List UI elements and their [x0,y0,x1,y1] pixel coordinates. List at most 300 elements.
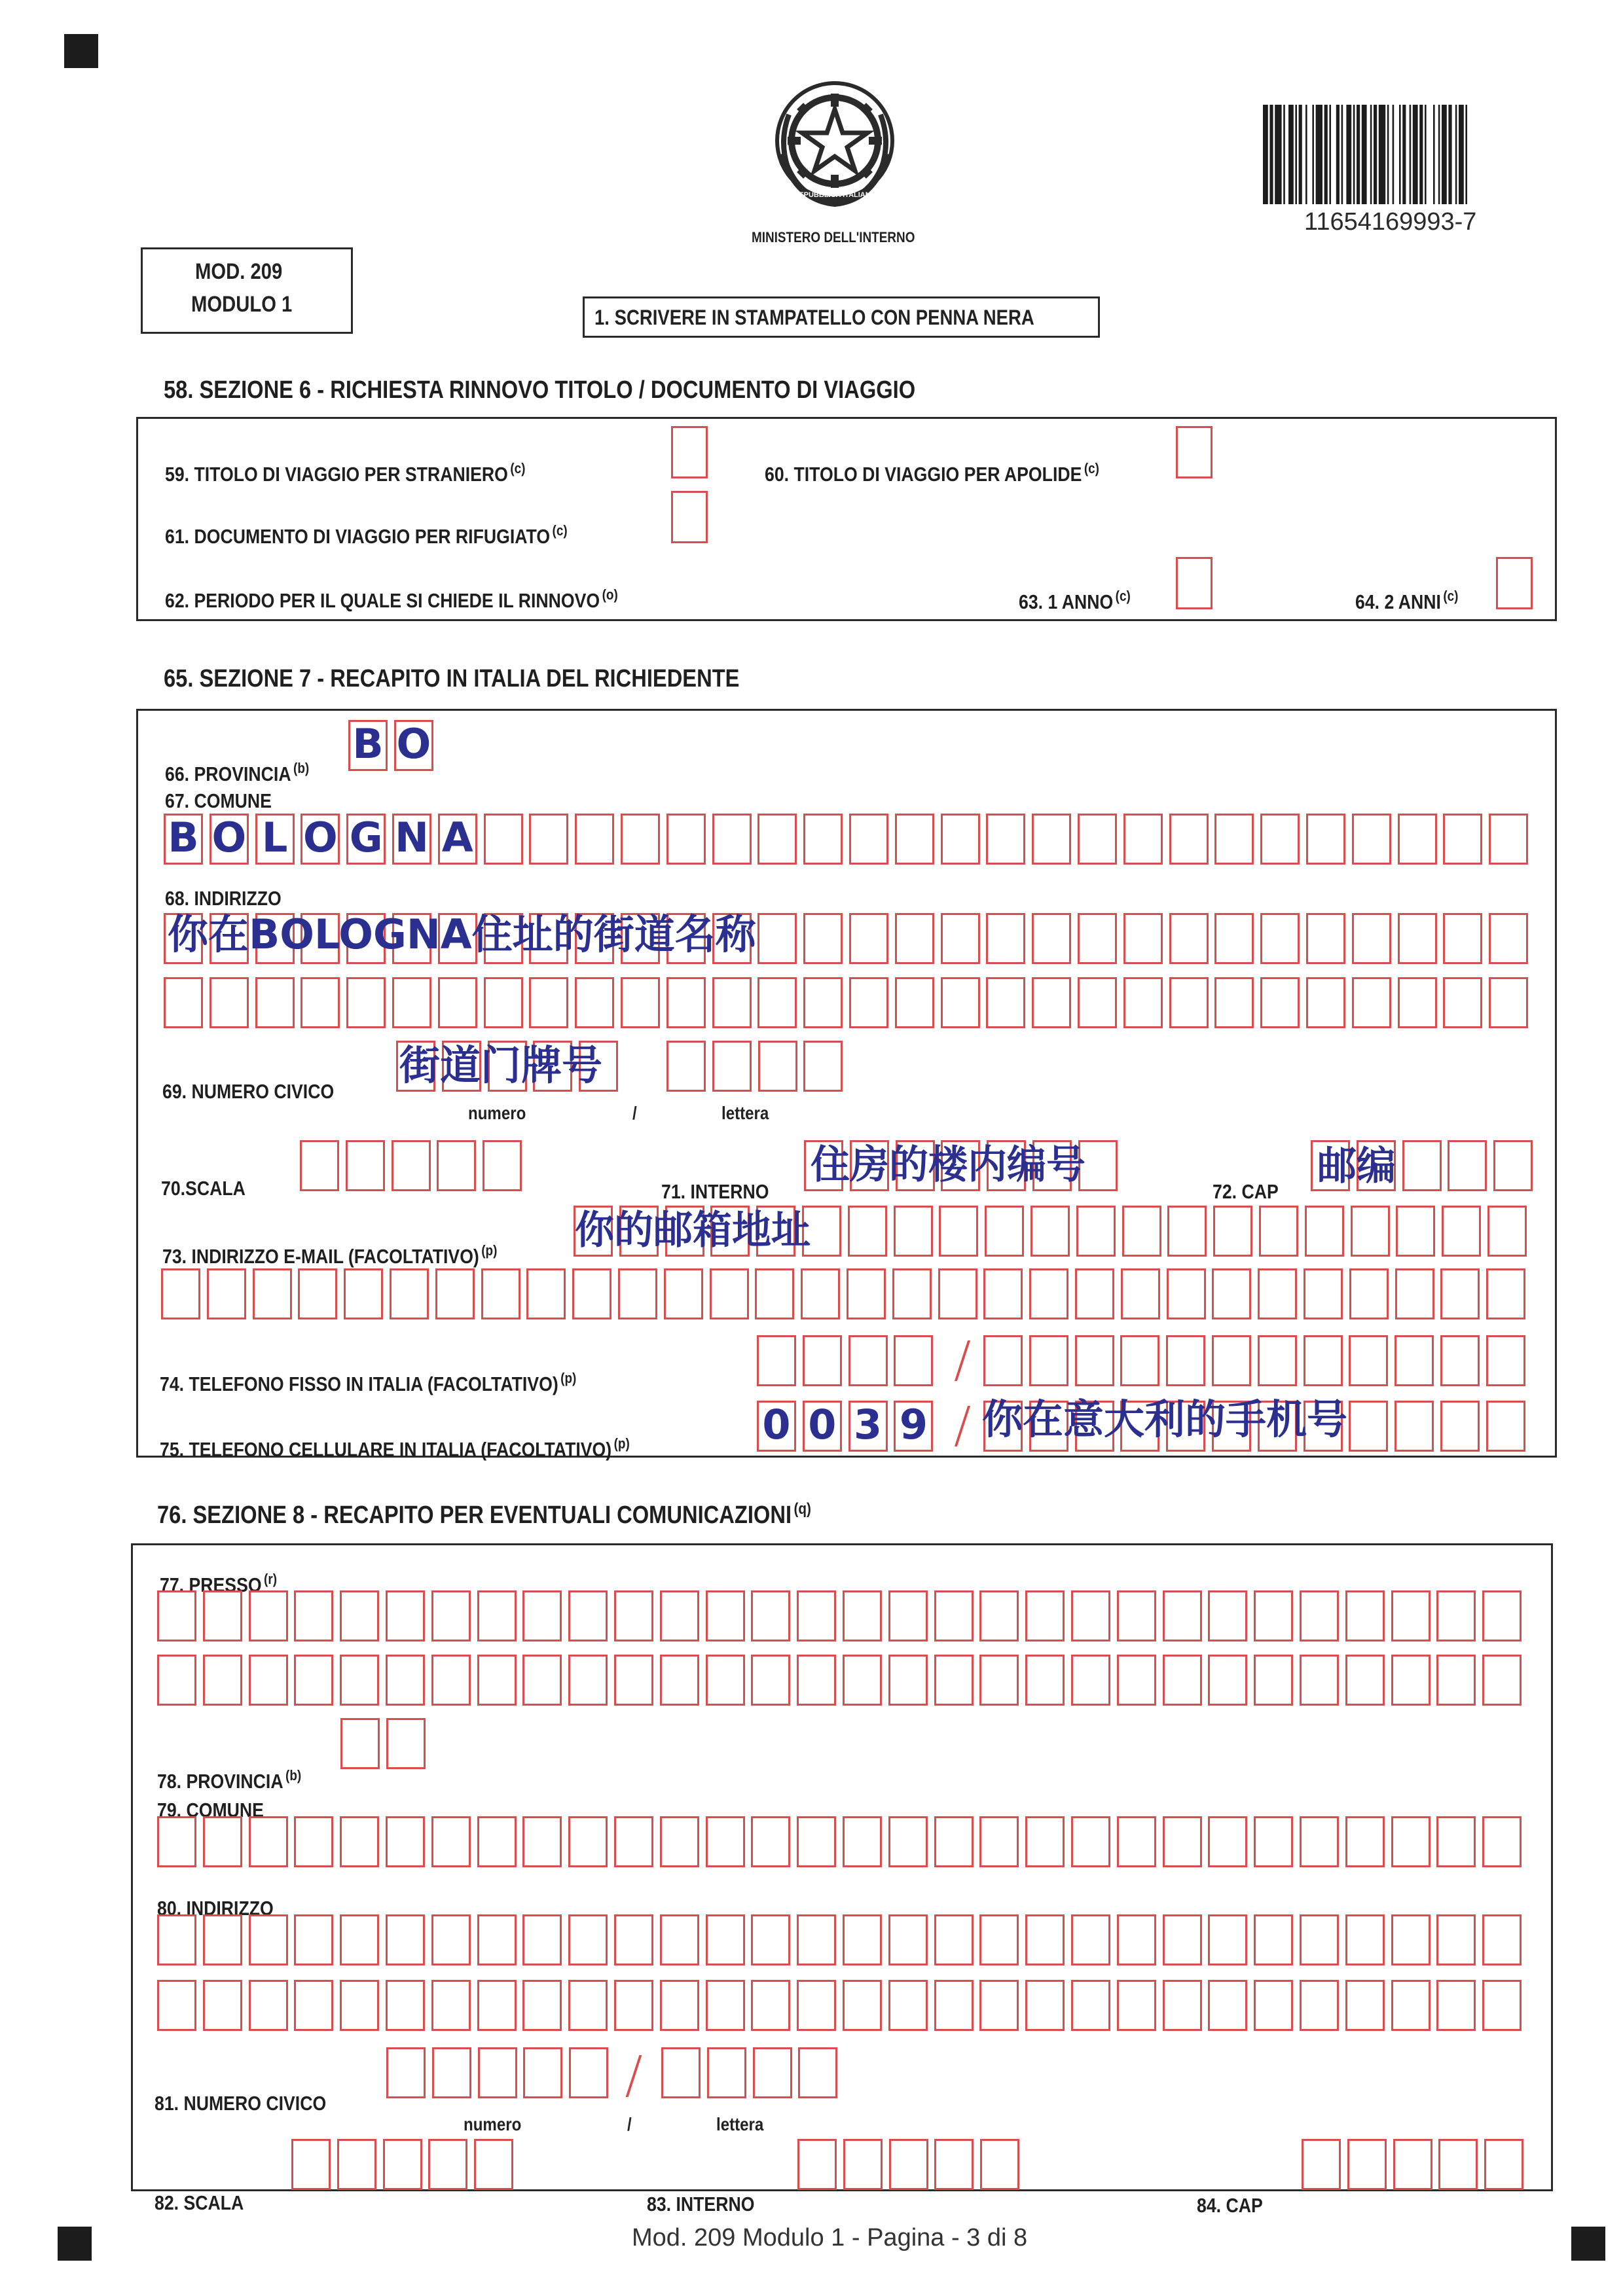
char-cell[interactable] [712,1041,752,1092]
char-cell[interactable] [390,1268,429,1319]
char-cell[interactable] [712,977,752,1028]
char-cell[interactable] [575,977,614,1028]
char-cell[interactable] [843,1914,882,1965]
char-cell[interactable] [1482,1590,1522,1641]
char-cell[interactable] [484,977,523,1028]
char-cell[interactable] [803,913,843,964]
char-cell[interactable] [1254,1914,1293,1965]
char-cell[interactable] [1395,1268,1434,1319]
char-cell[interactable] [848,1206,887,1257]
char-cell[interactable] [1208,1655,1247,1706]
char-cell[interactable] [157,1914,196,1965]
char-cell[interactable] [660,1590,699,1641]
char-cell[interactable] [751,1980,790,2031]
char-cell[interactable] [1302,2139,1341,2190]
char-cell[interactable] [1396,1206,1435,1257]
char-cell[interactable] [1254,1816,1293,1867]
char-cell[interactable] [1436,1914,1476,1965]
char-cell[interactable] [1482,1655,1522,1706]
char-cell[interactable] [431,1914,471,1965]
char-cell[interactable] [1259,1206,1298,1257]
char-cell[interactable] [301,977,340,1028]
char-cell[interactable] [803,814,843,865]
char-cell[interactable] [157,1980,196,2031]
char-cell[interactable] [1029,1268,1068,1319]
char-cell[interactable] [614,1590,653,1641]
char-cell[interactable] [1486,1401,1525,1452]
char-cell[interactable] [1493,1140,1533,1191]
char-cell[interactable] [757,814,797,865]
char-cell[interactable] [1071,1980,1110,2031]
char-cell[interactable] [1254,1590,1293,1641]
char-cell[interactable] [1436,1590,1476,1641]
char-cell[interactable] [934,1914,974,1965]
char-cell[interactable] [249,1914,288,1965]
char-cell[interactable] [568,1590,608,1641]
char-cell[interactable] [1214,977,1254,1028]
char-cell[interactable] [797,1980,836,2031]
char-cell[interactable] [843,1655,882,1706]
char-cell[interactable] [294,1655,333,1706]
char-cell[interactable] [1398,977,1437,1028]
char-cell[interactable] [392,977,431,1028]
char-cell[interactable] [888,1816,928,1867]
char-cell[interactable] [614,1816,653,1867]
char-cell[interactable] [300,1140,339,1191]
char-cell[interactable] [526,1268,566,1319]
char-cell[interactable] [1391,1914,1431,1965]
char-cell[interactable] [1300,1590,1339,1641]
char-cell[interactable] [477,1590,517,1641]
char-cell[interactable] [1436,1655,1476,1706]
char-cell[interactable] [979,1980,1019,2031]
char-cell[interactable] [157,1655,196,1706]
char-cell[interactable] [1306,977,1345,1028]
char-cell[interactable] [432,2047,471,2098]
char-cell[interactable] [1345,1590,1385,1641]
char-cell[interactable] [1071,1914,1110,1965]
char-cell[interactable] [888,1914,928,1965]
char-cell[interactable] [1442,1206,1481,1257]
char-cell[interactable] [803,977,843,1028]
char-cell[interactable] [751,1655,790,1706]
char-cell[interactable] [1169,977,1209,1028]
char-cell[interactable] [294,1914,333,1965]
char-cell[interactable] [983,1335,1023,1386]
char-cell[interactable] [203,1655,242,1706]
char-cell[interactable] [249,1590,288,1641]
char-cell[interactable] [797,1816,836,1867]
char-cell[interactable] [203,1980,242,2031]
char-cell[interactable] [1304,1335,1343,1386]
char-cell[interactable] [1025,1655,1065,1706]
char-cell[interactable] [1123,977,1163,1028]
char-cell[interactable] [1075,1268,1114,1319]
char-cell[interactable] [249,1980,288,2031]
char-cell[interactable] [1260,814,1300,865]
char-cell[interactable] [1254,1655,1293,1706]
char-cell[interactable] [1030,1206,1070,1257]
char-cell[interactable] [889,2139,928,2190]
char-cell[interactable] [1486,1335,1525,1386]
char-cell[interactable] [1071,1655,1110,1706]
char-cell[interactable] [1121,1268,1160,1319]
char-cell[interactable] [1440,1268,1480,1319]
char-cell[interactable] [797,1914,836,1965]
char-cell[interactable] [249,1655,288,1706]
char-cell[interactable] [203,1914,242,1965]
char-cell[interactable] [568,1655,608,1706]
char-cell[interactable] [340,1590,379,1641]
char-cell[interactable] [1166,1335,1205,1386]
char-cell[interactable] [614,1980,653,2031]
char-cell[interactable] [1117,1980,1156,2031]
char-cell[interactable] [1260,913,1300,964]
char-cell[interactable] [1032,814,1071,865]
char-cell[interactable] [161,1268,200,1319]
char-cell[interactable] [980,2139,1019,2190]
char-cell[interactable] [1025,1590,1065,1641]
char-cell[interactable] [895,814,934,865]
char-cell[interactable] [1258,1268,1297,1319]
char-cell[interactable] [483,1140,522,1191]
char-cell[interactable] [847,1268,886,1319]
char-cell[interactable] [522,1980,562,2031]
char-cell[interactable] [1071,1590,1110,1641]
char-cell[interactable] [1486,1268,1525,1319]
char-cell[interactable] [1300,1914,1339,1965]
char-cell[interactable] [1443,814,1482,865]
char-cell[interactable] [575,814,614,865]
char-cell[interactable] [1032,913,1071,964]
char-cell[interactable] [888,1590,928,1641]
char-cell[interactable] [164,977,203,1028]
char-cell[interactable] [758,1041,797,1092]
char-cell[interactable] [621,814,660,865]
char-cell[interactable] [386,1816,425,1867]
char-cell[interactable] [1076,1206,1116,1257]
char-cell[interactable] [386,1655,425,1706]
char-cell[interactable] [1117,1655,1156,1706]
char-cell[interactable] [934,1590,974,1641]
char-cell[interactable] [1071,1816,1110,1867]
char-cell[interactable] [660,1914,699,1965]
char-cell[interactable] [706,1980,745,2031]
char-cell[interactable] [529,814,568,865]
char-cell[interactable] [298,1268,337,1319]
char-cell[interactable] [1436,1816,1476,1867]
char-cell[interactable] [1254,1980,1293,2031]
char-cell[interactable] [431,1655,471,1706]
char-cell[interactable] [477,1914,517,1965]
char-cell[interactable] [894,1335,933,1386]
char-cell[interactable] [1306,913,1345,964]
char-cell[interactable] [1167,1268,1206,1319]
char-cell[interactable] [1484,2139,1523,2190]
char-cell[interactable] [985,1206,1024,1257]
char-cell[interactable] [1212,1268,1251,1319]
char-cell[interactable] [979,1914,1019,1965]
char-cell[interactable] [1258,1335,1297,1386]
char-cell[interactable] [757,1335,796,1386]
char-cell[interactable] [1482,1816,1522,1867]
char-cell[interactable] [1349,1268,1389,1319]
char-cell[interactable] [706,1914,745,1965]
char-cell[interactable] [1345,1914,1385,1965]
char-cell[interactable] [1398,814,1437,865]
char-cell[interactable] [934,1816,974,1867]
char-cell[interactable] [477,1816,517,1867]
char-cell[interactable] [1489,977,1528,1028]
char-cell[interactable] [712,814,752,865]
char-cell[interactable] [337,2139,376,2190]
char-cell[interactable] [484,814,523,865]
char-cell[interactable] [618,1268,657,1319]
char-cell[interactable] [941,977,980,1028]
char-cell[interactable] [710,1268,749,1319]
char-cell[interactable] [1391,1980,1431,2031]
char-cell[interactable] [386,1914,425,1965]
char-cell[interactable] [843,2139,883,2190]
char-cell[interactable] [249,1816,288,1867]
char-cell[interactable] [1349,1335,1388,1386]
char-cell[interactable] [1300,1816,1339,1867]
char-cell[interactable] [1349,1401,1388,1452]
char-cell[interactable] [203,1816,242,1867]
char-cell[interactable] [340,1980,379,2031]
char-cell[interactable] [939,1206,978,1257]
char-cell[interactable] [207,1268,246,1319]
char-cell[interactable] [751,1590,790,1641]
char-cell[interactable] [157,1816,196,1867]
char-cell[interactable] [1169,814,1209,865]
char-cell[interactable] [1305,1206,1344,1257]
char-cell[interactable] [1391,1816,1431,1867]
char-cell[interactable] [1163,1914,1202,1965]
char-cell[interactable] [383,2139,422,2190]
char-cell[interactable] [979,1590,1019,1641]
char-cell[interactable] [523,2047,562,2098]
char-cell[interactable] [755,1268,794,1319]
char-cell[interactable] [1402,1140,1442,1191]
char-cell[interactable] [1443,913,1482,964]
f64-checkbox[interactable] [1496,557,1533,609]
char-cell[interactable] [477,1655,517,1706]
char-cell[interactable] [1395,1335,1434,1386]
char-cell[interactable] [1260,977,1300,1028]
char-cell[interactable] [346,977,386,1028]
char-cell[interactable] [386,1980,425,2031]
char-cell[interactable] [979,1816,1019,1867]
char-cell[interactable] [1163,1655,1202,1706]
char-cell[interactable] [1393,2139,1432,2190]
char-cell[interactable] [522,1590,562,1641]
char-cell[interactable] [894,1206,933,1257]
char-cell[interactable] [803,1335,842,1386]
f60-checkbox[interactable] [1176,426,1213,478]
char-cell[interactable] [1075,1335,1114,1386]
char-cell[interactable] [666,814,706,865]
char-cell[interactable] [1212,1335,1251,1386]
char-cell[interactable] [661,2047,701,2098]
char-cell[interactable] [1436,1980,1476,2031]
f61-checkbox[interactable] [671,491,708,543]
char-cell[interactable] [522,1655,562,1706]
char-cell[interactable] [435,1268,475,1319]
char-cell[interactable] [666,1041,706,1092]
char-cell[interactable] [986,814,1025,865]
char-cell[interactable] [1448,1140,1487,1191]
char-cell[interactable] [1440,1335,1480,1386]
char-cell[interactable] [1489,913,1528,964]
char-cell[interactable] [474,2139,513,2190]
char-cell[interactable] [1300,1980,1339,2031]
char-cell[interactable] [386,2047,426,2098]
char-cell[interactable] [797,1655,836,1706]
char-cell[interactable] [1345,1980,1385,2031]
char-cell[interactable] [706,1655,745,1706]
char-cell[interactable] [849,913,888,964]
char-cell[interactable] [1123,913,1163,964]
char-cell[interactable] [666,977,706,1028]
char-cell[interactable] [568,1816,608,1867]
char-cell[interactable] [255,977,295,1028]
f59-checkbox[interactable] [671,426,708,478]
char-cell[interactable] [344,1268,383,1319]
char-cell[interactable] [1123,814,1163,865]
char-cell[interactable] [753,2047,792,2098]
char-cell[interactable] [340,1914,379,1965]
char-cell[interactable] [1163,1980,1202,2031]
char-cell[interactable] [1345,1816,1385,1867]
char-cell[interactable] [1345,1655,1385,1706]
char-cell[interactable] [1352,814,1391,865]
char-cell[interactable] [291,2139,331,2190]
char-cell[interactable] [801,1268,840,1319]
char-cell[interactable] [843,1980,882,2031]
char-cell[interactable] [1391,1590,1431,1641]
char-cell[interactable] [437,1140,476,1191]
char-cell[interactable] [757,913,797,964]
char-cell[interactable] [1208,1590,1247,1641]
char-cell[interactable] [1443,977,1482,1028]
char-cell[interactable] [1163,1816,1202,1867]
char-cell[interactable] [1438,2139,1478,2190]
char-cell[interactable] [1117,1816,1156,1867]
char-cell[interactable] [621,977,660,1028]
char-cell[interactable] [1395,1401,1434,1452]
char-cell[interactable] [1120,1335,1159,1386]
char-cell[interactable] [1208,1980,1247,2031]
char-cell[interactable] [1398,913,1437,964]
char-cell[interactable] [1352,913,1391,964]
char-cell[interactable] [707,2047,746,2098]
char-cell[interactable] [572,1268,611,1319]
char-cell[interactable] [660,1980,699,2031]
char-cell[interactable] [934,1655,974,1706]
char-cell[interactable] [1025,1816,1065,1867]
char-cell[interactable] [428,2139,467,2190]
char-cell[interactable] [1214,814,1254,865]
char-cell[interactable] [1029,1335,1068,1386]
char-cell[interactable] [477,1980,517,2031]
char-cell[interactable] [986,913,1025,964]
char-cell[interactable] [210,977,249,1028]
char-cell[interactable] [614,1914,653,1965]
char-cell[interactable] [1025,1914,1065,1965]
char-cell[interactable] [431,1816,471,1867]
char-cell[interactable] [1351,1206,1390,1257]
char-cell[interactable] [660,1655,699,1706]
char-cell[interactable] [568,1914,608,1965]
char-cell[interactable] [1078,977,1117,1028]
char-cell[interactable] [941,913,980,964]
char-cell[interactable] [1347,2139,1387,2190]
char-cell[interactable] [294,1980,333,2031]
char-cell[interactable] [983,1268,1023,1319]
char-cell[interactable] [895,977,934,1028]
char-cell[interactable] [431,1590,471,1641]
char-cell[interactable] [392,1140,431,1191]
char-cell[interactable] [1440,1401,1480,1452]
char-cell[interactable] [1208,1816,1247,1867]
char-cell[interactable] [660,1816,699,1867]
char-cell[interactable] [1163,1590,1202,1641]
char-cell[interactable] [522,1914,562,1965]
char-cell[interactable] [888,1980,928,2031]
char-cell[interactable] [934,2139,974,2190]
char-cell[interactable] [1304,1268,1343,1319]
char-cell[interactable] [340,1655,379,1706]
char-cell[interactable] [938,1268,977,1319]
char-cell[interactable] [895,913,934,964]
char-cell[interactable] [979,1655,1019,1706]
char-cell[interactable] [438,977,477,1028]
char-cell[interactable] [849,977,888,1028]
char-cell[interactable] [1117,1914,1156,1965]
char-cell[interactable] [843,1816,882,1867]
char-cell[interactable] [1078,913,1117,964]
char-cell[interactable] [849,814,888,865]
char-cell[interactable] [797,2139,837,2190]
char-cell[interactable] [1169,913,1209,964]
char-cell[interactable] [986,977,1025,1028]
char-cell[interactable] [706,1816,745,1867]
char-cell[interactable] [478,2047,517,2098]
char-cell[interactable] [1489,814,1528,865]
char-cell[interactable] [1117,1590,1156,1641]
char-cell[interactable] [386,1718,426,1769]
char-cell[interactable] [1482,1914,1522,1965]
char-cell[interactable] [1167,1206,1207,1257]
char-cell[interactable] [1352,977,1391,1028]
char-cell[interactable] [751,1816,790,1867]
f63-checkbox[interactable] [1176,557,1213,609]
char-cell[interactable] [803,1041,843,1092]
char-cell[interactable] [706,1590,745,1641]
char-cell[interactable] [843,1590,882,1641]
char-cell[interactable] [848,1335,888,1386]
char-cell[interactable] [1032,977,1071,1028]
char-cell[interactable] [1214,913,1254,964]
char-cell[interactable] [1122,1206,1161,1257]
char-cell[interactable] [798,2047,837,2098]
char-cell[interactable] [1300,1655,1339,1706]
char-cell[interactable] [888,1655,928,1706]
char-cell[interactable] [431,1980,471,2031]
char-cell[interactable] [340,1718,380,1769]
char-cell[interactable] [1487,1206,1527,1257]
